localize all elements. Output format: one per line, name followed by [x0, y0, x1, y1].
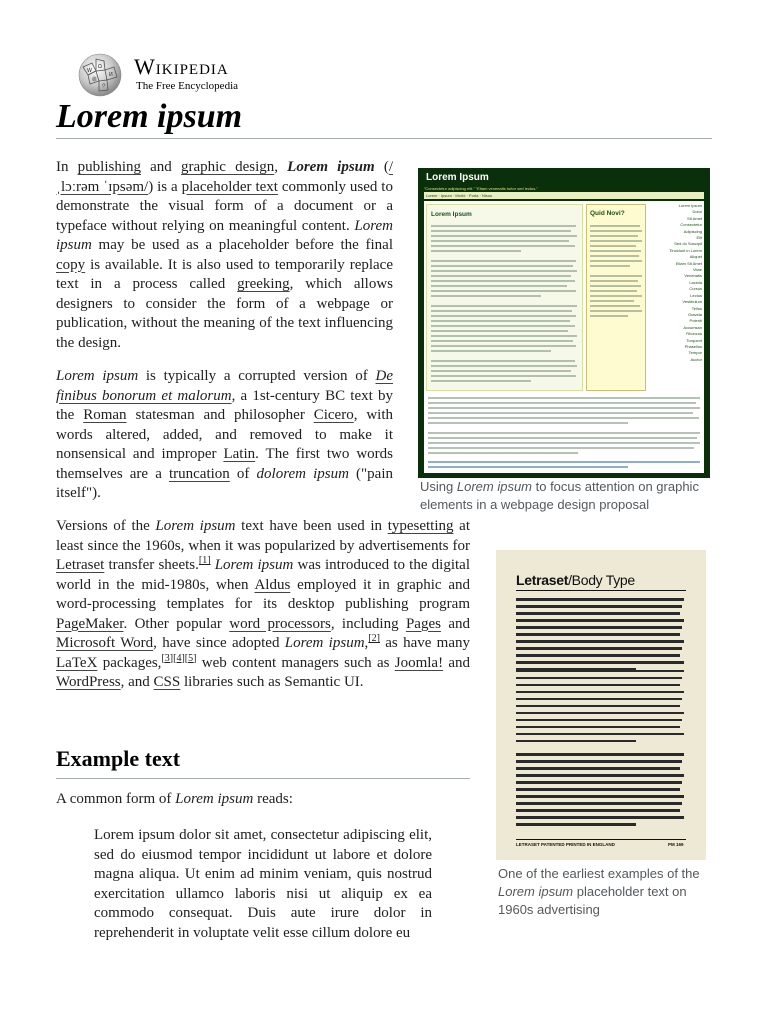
text-run: web content managers such as	[196, 654, 395, 671]
mockup-sidebar-link: Cursus	[689, 286, 702, 292]
specimen-text-line	[516, 619, 684, 622]
text-line	[431, 235, 577, 237]
text-line	[428, 452, 578, 454]
figure-caption-webpage	[420, 478, 710, 514]
text-line	[431, 245, 575, 247]
italic-term: Lorem ipsum	[214, 557, 294, 573]
text-run: commonly used to demonstrate the visual form of a document or a typeface without relying on meaningful content.	[56, 178, 393, 234]
mockup-tagline: "Consectetur adipiscing elit." "Etiam venenatis tortor sed lectus."	[424, 186, 538, 191]
text-line	[431, 285, 567, 287]
mockup-sidebar-link: Potenti	[689, 318, 702, 324]
text-run: Using	[420, 479, 457, 494]
text-run: statesman and philosopher	[126, 407, 314, 423]
mockup-sidebar-link: Lacinia	[689, 279, 702, 285]
mockup-sidebar-link: Elit	[696, 235, 702, 241]
specimen-text-line	[516, 691, 684, 693]
text-line	[428, 407, 700, 409]
letraset-heading-rest: /Body Type	[568, 572, 635, 588]
specimen-text-line	[516, 788, 680, 791]
link-letraset[interactable]: Letraset	[56, 557, 105, 573]
specimen-text-line	[516, 612, 680, 615]
letraset-footer: LETRASET PATENTED PRINTED IN ENGLAND	[516, 842, 615, 847]
mockup-sidebar-link: Consectetur	[680, 222, 702, 228]
mockup-sidebar-link: Dolor	[692, 209, 702, 215]
text-line	[590, 255, 639, 257]
letraset-footer-rule	[516, 839, 686, 840]
italic-term: Lorem ipsum	[284, 635, 365, 651]
text-line	[428, 412, 693, 414]
tagline: The Free Encyclopedia	[136, 80, 239, 92]
history-paragraph	[56, 517, 470, 693]
link-word-processors[interactable]: word processors	[229, 615, 331, 632]
text-run: and	[141, 159, 181, 175]
puzzle-globe-icon	[74, 53, 126, 97]
text-run: and	[440, 615, 470, 632]
text-line	[431, 290, 576, 292]
text-run: as have many	[379, 635, 471, 651]
specimen-text-line	[516, 684, 680, 686]
svg-text:Ω: Ω	[98, 64, 102, 70]
specimen-text-line	[516, 698, 682, 700]
text-line	[431, 360, 575, 362]
text-line	[428, 397, 700, 399]
text-run: , including	[330, 615, 406, 632]
mockup-sidebar-link: Etiam Sit Amet	[675, 260, 702, 266]
section-heading-example-text: Example text	[56, 746, 181, 771]
specimen-text-line	[516, 760, 682, 763]
italic-term: Lorem ipsum	[56, 217, 393, 253]
link-css[interactable]: CSS	[153, 674, 181, 690]
text-run: ("pain itself").	[56, 465, 393, 501]
text-run: at least since the 1960s, when it was popularized by advertisements for	[56, 518, 470, 554]
text-line	[590, 275, 642, 277]
text-line	[590, 260, 642, 262]
link-greeking[interactable]: greeking	[237, 276, 290, 292]
text-run: reads:	[253, 791, 293, 807]
text-run: . The first two words themselves are a	[56, 446, 393, 482]
intro-paragraph	[56, 158, 393, 353]
mockup-main-column	[426, 204, 583, 391]
letraset-sheet-number: PM 169	[668, 842, 684, 847]
specimen-text-line	[516, 767, 680, 770]
text-run: One of the earliest examples of the	[498, 866, 700, 881]
specimen-text-line	[516, 740, 636, 742]
link-placeholder-text[interactable]: placeholder text	[181, 178, 278, 195]
lorem-ipsum-quote: Lorem ipsum dolor sit amet, consectetur adipiscing elit, sed do eiusmod tempor incididunt ut labore et dolore magna aliqua. Ut enim ad minim veniam, quis nostrud exercitation ullamco laboris nisi ut aliquip ex ea commodo consequat. Duis aute irure dolor in reprehenderit in voluptate velit esse cillum dolore eu	[94, 827, 432, 941]
text-line	[431, 265, 573, 267]
text-line	[431, 345, 576, 347]
text-run: to focus attention on graphic elements in a webpage design proposal	[420, 479, 699, 512]
specimen-text-line	[516, 753, 684, 756]
letraset-rule	[516, 590, 686, 591]
text-run: , and	[120, 674, 154, 690]
text-run: , a 1st-century BC text by the	[56, 387, 393, 423]
text-line	[590, 285, 641, 287]
citation-5[interactable]: [5]	[184, 652, 197, 664]
text-line	[590, 310, 642, 312]
link-wordpress[interactable]: WordPress	[56, 674, 121, 690]
mockup-sidebar-link: Venenatis	[684, 273, 702, 279]
text-line	[590, 305, 640, 307]
text-run: Versions of the	[56, 518, 156, 534]
mockup-sidebar-link: Phasellus	[684, 343, 702, 349]
letraset-brand: Letraset	[516, 572, 569, 588]
mockup-sidebar-link: Sed do Suscipit	[674, 241, 702, 247]
specimen-text-line	[516, 774, 684, 777]
svg-text:ウ: ウ	[101, 83, 107, 89]
text-line	[590, 265, 630, 267]
text-line	[431, 325, 575, 327]
text-line	[590, 250, 641, 252]
text-run: text have been used in	[235, 518, 388, 534]
text-run: employed it in graphic and word-processing templates for its desktop publishing program	[56, 576, 470, 612]
italic-term: Lorem ipsum	[155, 518, 236, 534]
mockup-news-title: Quid Novi?	[590, 210, 625, 217]
text-line	[431, 225, 576, 227]
text-run: A common form of	[56, 791, 176, 807]
text-line	[431, 270, 577, 272]
mockup-navbar: Lorem · Ipsum · Morbi · Porta · Nisus	[424, 192, 704, 199]
text-line	[428, 442, 700, 444]
text-run: transfer sheets.	[104, 557, 199, 573]
mockup-sidebar-link: Accumsan	[683, 324, 702, 330]
mockup-sidebar-links	[648, 203, 702, 393]
specimen-text-line	[516, 605, 682, 608]
text-line	[431, 280, 575, 282]
text-run: ,	[274, 159, 288, 175]
text-line	[590, 300, 634, 302]
text-line	[428, 432, 700, 434]
text-line	[590, 225, 640, 227]
text-run: may be used as a placeholder before the final	[91, 237, 393, 253]
mockup-sidebar-link: Sit Amet	[687, 215, 702, 221]
specimen-text-line	[516, 598, 684, 601]
text-line	[431, 315, 576, 317]
text-line	[590, 315, 628, 317]
mockup-sidebar-link: Rhoncus	[686, 331, 702, 337]
letraset-sheet-figure[interactable]	[496, 550, 706, 860]
text-line	[590, 280, 638, 282]
figure-caption-letraset	[498, 865, 710, 919]
link-pages[interactable]: Pages	[405, 615, 441, 632]
bold-term: Lorem ipsum	[287, 159, 375, 175]
text-run: was introduced to the digital world in the mid-1980s, when	[56, 557, 470, 593]
text-line	[590, 295, 642, 297]
text-line	[431, 305, 577, 307]
link-pronunciation[interactable]: /ˌlɔːrəm ˈɪpsəm/	[56, 159, 393, 195]
text-run: placeholder text on 1960s advertising	[498, 884, 687, 917]
link-latin[interactable]: Latin	[223, 446, 256, 462]
link-publishing[interactable]: publishing	[77, 159, 141, 175]
text-run: packages,	[97, 654, 162, 671]
text-line	[428, 422, 628, 424]
citation-1[interactable]: [1]	[198, 555, 211, 566]
specimen-text-line	[516, 781, 682, 784]
citation-2[interactable]: [2]	[368, 633, 380, 644]
specimen-text-line	[516, 705, 680, 707]
text-run: , which allows designers to consider the form of a webpage or publication, without the meaning of the text influencing the design.	[56, 276, 393, 351]
text-run: ,	[364, 635, 369, 651]
text-run: ) is a	[148, 178, 182, 195]
text-line	[428, 447, 694, 449]
mockup-body	[424, 201, 704, 473]
mockup-sidebar-link: Torquent	[686, 337, 702, 343]
text-run: (	[374, 159, 389, 175]
svg-text:維: 維	[92, 77, 98, 83]
text-run: , have since adopted	[153, 635, 285, 651]
text-line	[431, 380, 531, 382]
text-line	[431, 260, 576, 262]
text-run: . Other popular	[123, 615, 230, 632]
specimen-text-line	[516, 823, 636, 826]
wikipedia-logo[interactable]	[74, 50, 264, 98]
link-microsoft-word[interactable]: Microsoft Word	[56, 635, 154, 651]
mockup-sidebar-link: Auctor	[690, 356, 702, 362]
specimen-text-line	[516, 640, 684, 643]
link-de-finibus[interactable]: De finibus bonorum et malorum	[56, 368, 393, 404]
text-line	[431, 240, 569, 242]
text-line	[431, 310, 572, 312]
text-line	[428, 466, 628, 468]
mockup-sidebar-link: Tellus	[691, 305, 702, 311]
text-line	[431, 340, 573, 342]
specimen-text-line	[516, 816, 684, 819]
mockup-sidebar-link: Adipiscing	[683, 228, 702, 234]
specimen-text-line	[516, 633, 680, 636]
text-line	[428, 417, 699, 419]
link-copy[interactable]: copy	[56, 256, 86, 273]
link-truncation[interactable]: truncation	[168, 465, 230, 482]
mockup-sidebar-link: Lorem Ipsum	[678, 203, 702, 208]
text-line	[431, 365, 577, 367]
mockup-sidebar-link: Tincidunt in Lorem	[669, 247, 702, 253]
specimen-text-line	[516, 809, 680, 812]
text-run: and	[443, 654, 470, 671]
mockup-header	[418, 168, 710, 190]
link-latex[interactable]: LaTeX	[56, 654, 98, 671]
text-line	[431, 330, 568, 332]
text-run: is typically a corrupted version of	[138, 368, 376, 384]
mockup-sidebar-link: Vitae	[692, 267, 702, 273]
title-divider	[56, 138, 712, 139]
mockup-column-title: Lorem Ipsum	[431, 211, 472, 218]
mockup-sidebar-link: Vestibulum	[682, 299, 702, 305]
citation-4[interactable]: [4]	[173, 652, 185, 664]
text-line	[431, 250, 521, 252]
mockup-sidebar-link: Gravida	[687, 311, 702, 317]
origin-paragraph	[56, 367, 393, 504]
page-title: Lorem ipsum	[56, 98, 243, 135]
specimen-text-line	[516, 719, 682, 721]
italic-term: Lorem ipsum	[456, 479, 532, 494]
specimen-text-line	[516, 802, 682, 805]
citation-3[interactable]: [3]	[161, 652, 174, 664]
link-typesetting[interactable]: typesetting	[387, 518, 454, 534]
italic-term: Lorem ipsum	[175, 791, 254, 807]
mockup-sidebar-link: Tempor	[688, 350, 702, 356]
text-run: , with words altered, added, and removed to make it nonsensical and improper	[56, 407, 394, 462]
text-line	[428, 461, 700, 463]
text-line	[428, 437, 697, 439]
wordmark: Wikipedia	[134, 54, 229, 79]
link-pagemaker[interactable]: PageMaker	[56, 615, 124, 632]
italic-term: Lorem ipsum	[56, 368, 139, 384]
text-line	[428, 402, 696, 404]
specimen-text-line	[516, 626, 682, 629]
text-line	[431, 275, 571, 277]
text-line	[431, 375, 576, 377]
link-graphic-design[interactable]: graphic design	[180, 159, 275, 175]
text-line	[431, 350, 551, 352]
specimen-text-line	[516, 712, 684, 714]
specimen-text-line	[516, 647, 682, 650]
text-line	[590, 235, 638, 237]
text-line	[431, 335, 577, 337]
webpage-design-figure[interactable]	[418, 168, 710, 478]
text-line	[590, 290, 637, 292]
text-line	[590, 230, 642, 232]
text-line	[431, 370, 571, 372]
specimen-text-line	[516, 677, 682, 679]
text-line	[590, 245, 636, 247]
specimen-text-line	[516, 795, 684, 798]
svg-text:W: W	[87, 68, 92, 74]
mockup-sidebar-link: Aliquet	[689, 254, 702, 260]
specimen-text-line	[516, 726, 680, 728]
specimen-text-line	[516, 661, 684, 664]
text-run: is available. It is also used to temporarily replace text in a process called	[56, 256, 393, 292]
link-aldus[interactable]: Aldus	[254, 576, 291, 593]
mockup-sidebar-link: Lectus	[690, 292, 702, 298]
text-run: of	[229, 465, 257, 482]
mockup-title: Lorem Ipsum	[426, 172, 489, 183]
section-divider	[56, 778, 470, 779]
text-line	[431, 230, 571, 232]
section-intro	[56, 790, 293, 810]
specimen-text-line	[516, 654, 680, 657]
text-run: libraries such as Semantic UI.	[180, 674, 364, 690]
letraset-heading	[516, 572, 635, 588]
link-cicero[interactable]: Cicero	[313, 407, 354, 423]
text-line	[431, 295, 541, 297]
specimen-text-line	[516, 733, 684, 735]
link-joomla[interactable]: Joomla!	[394, 654, 444, 671]
italic-term: dolorem ipsum	[256, 465, 349, 482]
italic-term: Lorem ipsum	[498, 884, 574, 899]
text-line	[431, 320, 570, 322]
specimen-text-line	[516, 670, 684, 672]
text-line	[590, 240, 642, 242]
link-roman[interactable]: Roman	[83, 407, 127, 423]
svg-text:И: И	[109, 72, 113, 78]
text-run: In	[56, 159, 78, 175]
mockup-news-box	[586, 204, 646, 391]
